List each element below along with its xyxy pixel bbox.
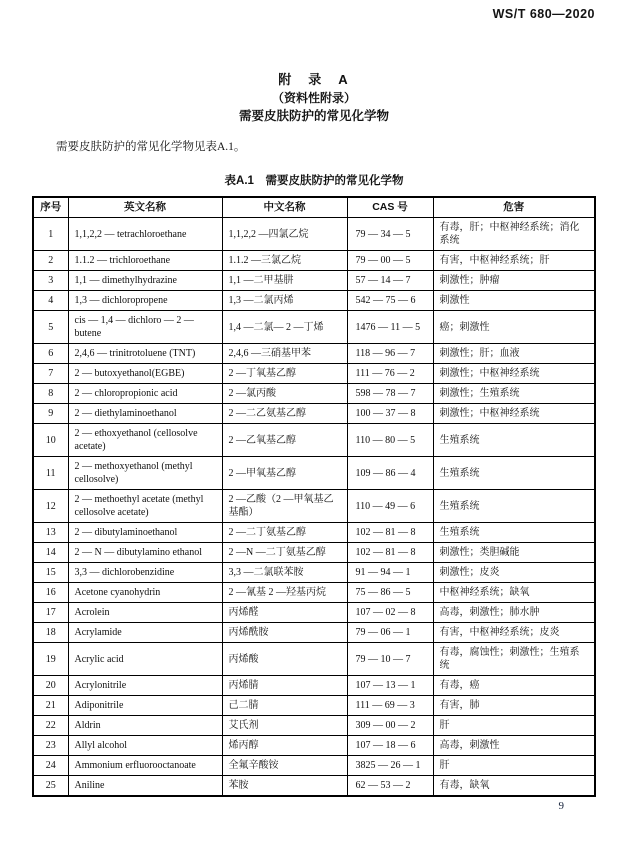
cell-cas: 79 — 10 — 7	[347, 643, 433, 676]
cell-cas: 110 — 49 — 6	[347, 490, 433, 523]
cell-hazard: 刺激性；肝；血液	[433, 344, 595, 364]
cell-zh: 1,4 —二氯— 2 —丁烯	[222, 311, 347, 344]
header-row	[33, 197, 595, 218]
cell-en: 2 — dibutylaminoethanol	[68, 523, 222, 543]
cell-en: 1,3 — dichloropropene	[68, 291, 222, 311]
cell-cas: 542 — 75 — 6	[347, 291, 433, 311]
cell-no: 17	[33, 603, 68, 623]
cell-cas: 118 — 96 — 7	[347, 344, 433, 364]
doc-number: WS/T 680—2020	[492, 7, 595, 21]
cell-hazard: 生殖系统	[433, 490, 595, 523]
cell-cas: 3825 — 26 — 1	[347, 756, 433, 776]
cell-en: 2 — ethoxyethanol (cellosolve acetate)	[68, 424, 222, 457]
cell-cas: 102 — 81 — 8	[347, 523, 433, 543]
cell-zh: 丙烯酰胺	[222, 623, 347, 643]
cell-cas: 100 — 37 — 8	[347, 404, 433, 424]
table-row	[33, 424, 595, 457]
cell-hazard: 刺激性；类胆碱能	[433, 543, 595, 563]
cell-no: 10	[33, 424, 68, 457]
cell-en: Ammonium erfluorooctanoate	[68, 756, 222, 776]
cell-en: 2 — methoethyl acetate (methyl cellosolve acetate)	[68, 490, 222, 523]
cell-cas: 79 — 00 — 5	[347, 251, 433, 271]
cell-no: 11	[33, 457, 68, 490]
chemical-table	[32, 196, 596, 797]
cell-hazard: 生殖系统	[433, 457, 595, 490]
cell-no: 19	[33, 643, 68, 676]
cell-hazard: 有害，肺	[433, 696, 595, 716]
cell-cas: 91 — 94 — 1	[347, 563, 433, 583]
cell-no: 4	[33, 291, 68, 311]
cell-zh: 2 —甲氧基乙醇	[222, 457, 347, 490]
cell-en: Acrylonitrile	[68, 676, 222, 696]
table-row	[33, 736, 595, 756]
cell-no: 21	[33, 696, 68, 716]
table-row	[33, 311, 595, 344]
cell-zh: 1,3 —二氯丙烯	[222, 291, 347, 311]
cell-cas: 110 — 80 — 5	[347, 424, 433, 457]
cell-no: 13	[33, 523, 68, 543]
cell-hazard: 癌；刺激性	[433, 311, 595, 344]
table-row	[33, 404, 595, 424]
cell-no: 9	[33, 404, 68, 424]
header-cell-no: 序号	[33, 197, 68, 218]
cell-zh: 1,1,2,2 —四氯乙烷	[222, 218, 347, 251]
cell-en: Acrylamide	[68, 623, 222, 643]
cell-no: 8	[33, 384, 68, 404]
cell-zh: 苯胺	[222, 776, 347, 797]
cell-no: 22	[33, 716, 68, 736]
table-row	[33, 643, 595, 676]
cell-en: cis — 1,4 — dichloro — 2 — butene	[68, 311, 222, 344]
table-row	[33, 218, 595, 251]
table-row	[33, 251, 595, 271]
table-row	[33, 364, 595, 384]
cell-cas: 109 — 86 — 4	[347, 457, 433, 490]
appendix-title: 附 录 A	[278, 72, 350, 87]
cell-cas: 309 — 00 — 2	[347, 716, 433, 736]
cell-hazard: 刺激性；皮炎	[433, 563, 595, 583]
cell-no: 5	[33, 311, 68, 344]
cell-hazard: 中枢神经系统；缺氧	[433, 583, 595, 603]
cell-hazard: 肝	[433, 716, 595, 736]
table-row	[33, 543, 595, 563]
cell-no: 15	[33, 563, 68, 583]
table-row	[33, 623, 595, 643]
cell-zh: 2 —乙氧基乙醇	[222, 424, 347, 457]
cell-hazard: 有毒，腐蚀性；刺激性；生殖系统	[433, 643, 595, 676]
cell-zh: 2 —乙酸（2 —甲氧基乙基酯）	[222, 490, 347, 523]
table-row	[33, 271, 595, 291]
table-row	[33, 583, 595, 603]
cell-cas: 111 — 69 — 3	[347, 696, 433, 716]
chemical-table-header	[33, 197, 595, 218]
cell-hazard: 刺激性；中枢神经系统	[433, 404, 595, 424]
cell-hazard: 生殖系统	[433, 424, 595, 457]
table-row	[33, 716, 595, 736]
cell-cas: 107 — 02 — 8	[347, 603, 433, 623]
cell-hazard: 有害，中枢神经系统；皮炎	[433, 623, 595, 643]
table-row	[33, 776, 595, 797]
header-cell-zh: 中文名称	[222, 197, 347, 218]
cell-hazard: 高毒，刺激性；肺水肿	[433, 603, 595, 623]
cell-zh: 2 —二乙氨基乙醇	[222, 404, 347, 424]
cell-hazard: 有毒，缺氧	[433, 776, 595, 797]
cell-en: Adiponitrile	[68, 696, 222, 716]
cell-hazard: 高毒，刺激性	[433, 736, 595, 756]
cell-cas: 111 — 76 — 2	[347, 364, 433, 384]
appendix-subtitle: （资料性附录）	[271, 91, 356, 105]
cell-en: 2 — N — dibutylamino ethanol	[68, 543, 222, 563]
table-row	[33, 563, 595, 583]
table-row	[33, 523, 595, 543]
cell-cas: 107 — 13 — 1	[347, 676, 433, 696]
cell-hazard: 有害，中枢神经系统；肝	[433, 251, 595, 271]
cell-zh: 2 —氯丙酸	[222, 384, 347, 404]
cell-zh: 2,4,6 —三硝基甲苯	[222, 344, 347, 364]
cell-no: 18	[33, 623, 68, 643]
cell-en: Aniline	[68, 776, 222, 797]
cell-zh: 1,1 —二甲基肼	[222, 271, 347, 291]
cell-hazard: 肝	[433, 756, 595, 776]
cell-zh: 己二腈	[222, 696, 347, 716]
cell-hazard: 刺激性	[433, 291, 595, 311]
page-number: 9	[558, 800, 564, 812]
table-row	[33, 696, 595, 716]
table-row	[33, 291, 595, 311]
cell-zh: 2 —氰基 2 —羟基丙烷	[222, 583, 347, 603]
cell-zh: 艾氏剂	[222, 716, 347, 736]
cell-cas: 79 — 34 — 5	[347, 218, 433, 251]
cell-zh: 烯丙醇	[222, 736, 347, 756]
table-row	[33, 490, 595, 523]
header-cell-en: 英文名称	[68, 197, 222, 218]
cell-en: 1,1,2,2 — tetrachloroethane	[68, 218, 222, 251]
cell-zh: 3,3 —二氯联苯胺	[222, 563, 347, 583]
cell-zh: 丙烯腈	[222, 676, 347, 696]
cell-en: 2 — methoxyethanol (methyl cellosolve)	[68, 457, 222, 490]
cell-no: 1	[33, 218, 68, 251]
table-row	[33, 384, 595, 404]
cell-zh: 2 —二丁氨基乙醇	[222, 523, 347, 543]
cell-cas: 75 — 86 — 5	[347, 583, 433, 603]
cell-en: 1.1.2 — trichloroethane	[68, 251, 222, 271]
cell-no: 25	[33, 776, 68, 797]
cell-hazard: 有毒，癌	[433, 676, 595, 696]
cell-zh: 全氟辛酸铵	[222, 756, 347, 776]
cell-zh: 丙烯酸	[222, 643, 347, 676]
cell-en: 2 — diethylaminoethanol	[68, 404, 222, 424]
cell-en: 2 — chloropropionic acid	[68, 384, 222, 404]
cell-en: 3,3 — dichlorobenzidine	[68, 563, 222, 583]
cell-cas: 79 — 06 — 1	[347, 623, 433, 643]
cell-no: 2	[33, 251, 68, 271]
table-row	[33, 457, 595, 490]
cell-no: 16	[33, 583, 68, 603]
appendix-heading: 需要皮肤防护的常见化学物	[238, 109, 389, 123]
cell-no: 6	[33, 344, 68, 364]
cell-cas: 62 — 53 — 2	[347, 776, 433, 797]
cell-en: 2 — butoxyethanol(EGBE)	[68, 364, 222, 384]
cell-hazard: 有毒，肝；中枢神经系统；消化系统	[433, 218, 595, 251]
cell-en: Acetone cyanohydrin	[68, 583, 222, 603]
cell-cas: 107 — 18 — 6	[347, 736, 433, 756]
cell-en: Aldrin	[68, 716, 222, 736]
cell-zh: 2 —N —二丁氨基乙醇	[222, 543, 347, 563]
table-row	[33, 603, 595, 623]
cell-en: Acrolein	[68, 603, 222, 623]
cell-cas: 1476 — 11 — 5	[347, 311, 433, 344]
header-cell-hazard: 危害	[433, 197, 595, 218]
cell-no: 7	[33, 364, 68, 384]
cell-no: 3	[33, 271, 68, 291]
cell-no: 12	[33, 490, 68, 523]
header-cell-cas: CAS 号	[347, 197, 433, 218]
cell-no: 24	[33, 756, 68, 776]
cell-cas: 598 — 78 — 7	[347, 384, 433, 404]
table-row	[33, 756, 595, 776]
cell-en: Allyl alcohol	[68, 736, 222, 756]
cell-en: Acrylic acid	[68, 643, 222, 676]
cell-en: 1,1 — dimethylhydrazine	[68, 271, 222, 291]
cell-hazard: 刺激性；中枢神经系统	[433, 364, 595, 384]
cell-zh: 1.1.2 —三氯乙烷	[222, 251, 347, 271]
cell-zh: 丙烯醛	[222, 603, 347, 623]
table-caption: 表A.1 需要皮肤防护的常见化学物	[224, 175, 404, 187]
cell-hazard: 刺激性；肿瘤	[433, 271, 595, 291]
cell-hazard: 刺激性；生殖系统	[433, 384, 595, 404]
cell-hazard: 生殖系统	[433, 523, 595, 543]
cell-cas: 102 — 81 — 8	[347, 543, 433, 563]
chemical-table-body	[33, 218, 595, 797]
cell-cas: 57 — 14 — 7	[347, 271, 433, 291]
cell-zh: 2 —丁氧基乙醇	[222, 364, 347, 384]
cell-no: 23	[33, 736, 68, 756]
intro-paragraph: 需要皮肤防护的常见化学物见表A.1。	[56, 141, 246, 153]
cell-no: 14	[33, 543, 68, 563]
table-row	[33, 344, 595, 364]
cell-en: 2,4,6 — trinitrotoluene (TNT)	[68, 344, 222, 364]
cell-no: 20	[33, 676, 68, 696]
table-row	[33, 676, 595, 696]
